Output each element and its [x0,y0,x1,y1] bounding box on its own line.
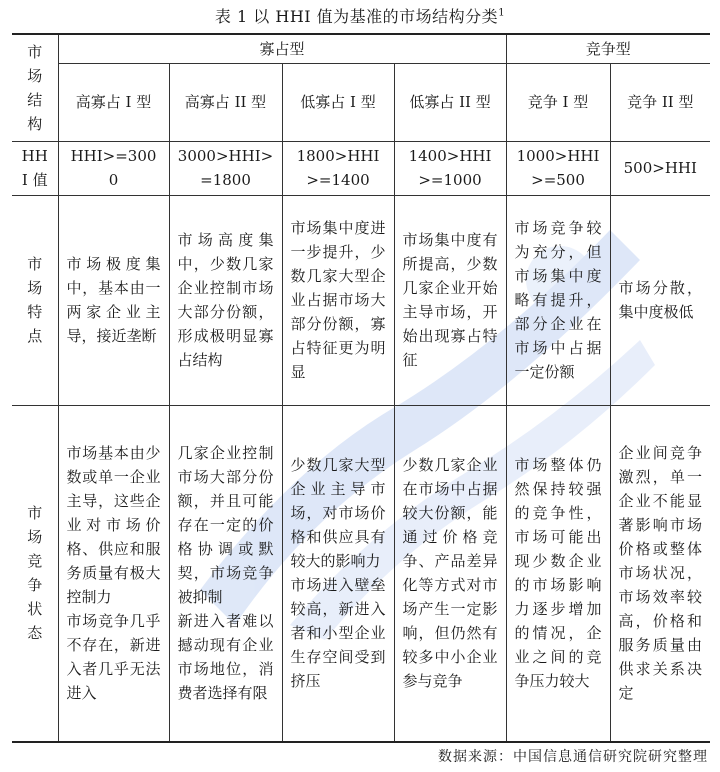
feature-cell: 市场集中度有所提高，少数几家企业开始主导市场，开始出现寡占特征 [394,195,506,405]
status-cell: 几家企业控制市场大部分份额，并且可能存在一定的价格协调或默契，市场竞争被抑制 新进入者难以撼动现有企业市场地位，消费者选择有限 [169,405,282,742]
market-structure-table [12,33,710,743]
hhi-cell: 1800>HHI>=1400 [282,141,394,195]
status-cell: 少数几家大型企业主导市场，对市场价格和供应具有较大的影响力 市场进入壁垒较高，新进入者和小型企业生存空间受到挤压 [282,405,394,742]
header-type: 高寡占 I 型 [58,63,169,141]
status-cell: 少数几家企业在市场中占据较大份额，能通过价格竞争、产品差异化等方式对市场产生一定影响，但仍然有较多中小企业参与竞争 [394,405,506,742]
header-type: 高寡占 II 型 [169,63,282,141]
hhi-cell: 1400>HHI>=1000 [394,141,506,195]
hhi-cell: 1000>HHI>=500 [506,141,610,195]
status-cell: 市场基本由少数或单一企业主导，这些企业对市场价格、供应和服务质量有极大控制力 市场竞争几乎不存在，新进入者几乎无法进入 [58,405,169,742]
feature-cell: 市场极度集中，基本由一两家企业主导，接近垄断 [58,195,169,405]
status-row-label: 市场竞争状态 [12,405,58,742]
header-group-competitive: 竞争型 [506,34,710,63]
status-cell: 市场整体仍然保持较强的竞争性，市场可能出现少数企业的市场影响力逐步增加的情况，企业之间的竞争压力较大 [506,405,610,742]
table-caption: 表 1 以 HHI 值为基准的市场结构分类$^1$ [214,7,506,26]
header-row-label: 市场结构 [12,34,58,141]
header-type: 竞争 I 型 [506,63,610,141]
feature-cell: 市场分散，集中度极低 [610,195,710,405]
hhi-row-label: HHI 值 [12,141,58,195]
header-group-oligopoly: 寡占型 [58,34,506,63]
header-type: 低寡占 I 型 [282,63,394,141]
feature-cell: 市场竞争较为充分，但市场集中度略有提升，部分企业在市场中占据一定份额 [506,195,610,405]
feature-cell: 市场集中度进一步提升，少数几家大型企业占据市场大部分份额，寡占特征更为明显 [282,195,394,405]
status-cell: 企业间竞争激烈，单一企业不能显著影响市场价格或整体市场状况，市场效率较高，价格和服务质量由供求关系决定 [610,405,710,742]
header-type: 低寡占 II 型 [394,63,506,141]
header-type: 竞争 II 型 [610,63,710,141]
hhi-cell: HHI>=3000 [58,141,169,195]
data-source-note: 数据来源：中国信息通信研究院研究整理 [438,749,708,765]
hhi-cell: 3000>HHI>=1800 [169,141,282,195]
feature-cell: 市场高度集中，少数几家企业控制市场大部分份额，形成极明显寡占结构 [169,195,282,405]
hhi-cell: 500>HHI [610,141,710,195]
feature-row-label: 市场特点 [12,195,58,405]
